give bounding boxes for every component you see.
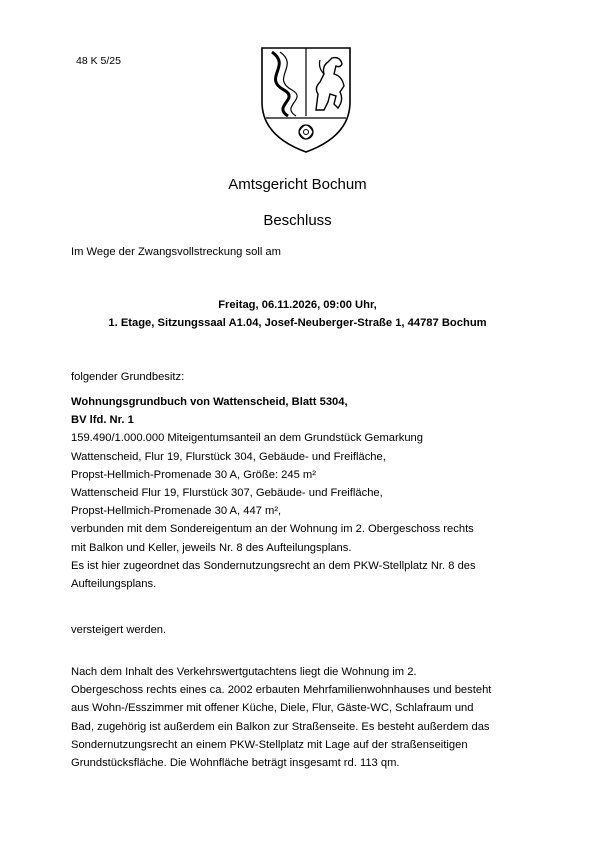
appraisal-line: Obergeschoss rechts eines ca. 2002 erbauten Mehrfamilienwohnhauses und besteht: [71, 684, 492, 697]
property-line: verbunden mit dem Sondereigentum an der Wohnung im 2. Obergeschoss rechts: [71, 523, 474, 536]
intro-text: Im Wege der Zwangsvollstreckung soll am: [71, 246, 281, 258]
property-line: Propst-Hellmich-Promenade 30 A, Größe: 245 m²: [71, 468, 316, 481]
property-line: Propst-Hellmich-Promenade 30 A, 447 m²,: [71, 505, 282, 518]
property-description: [71, 393, 551, 593]
property-line: mit Balkon und Keller, jeweils Nr. 8 des Aufteilungsplans.: [71, 541, 352, 554]
property-line: Es ist hier zugeordnet das Sondernutzungsrecht an dem PKW-Stellplatz Nr. 8 des: [71, 559, 476, 572]
property-line: 159.490/1.000.000 Miteigentumsanteil an dem Grundstück Gemarkung: [71, 432, 423, 445]
appraisal-line: Grundstücksfläche. Die Wohnfläche beträgt insgesamt rd. 113 qm.: [71, 757, 400, 770]
land-register-entry: Wohnungsgrundbuch von Wattenscheid, Blatt 5304,: [71, 396, 348, 408]
appraisal-line: aus Wohn-/Esszimmer mit offener Küche, Diele, Flur, Gäste-WC, Schlafraum und: [71, 702, 474, 715]
inventory-number: BV lfd. Nr. 1: [71, 414, 134, 427]
property-line: Wattenscheid, Flur 19, Flurstück 304, Gebäude- und Freifläche,: [71, 450, 386, 463]
property-intro: folgender Grundbesitz:: [71, 371, 185, 383]
appointment-date-time: Freitag, 06.11.2026, 09:00 Uhr,: [218, 299, 377, 311]
auction-statement: versteigert werden.: [71, 624, 167, 636]
appraisal-line: Bad, zugehörig ist außerdem ein Balkon zur Straßenseite. Es besteht außerdem das: [71, 720, 490, 733]
appraisal-line: Nach dem Inhalt des Verkehrswertgutachtens liegt die Wohnung im 2.: [71, 666, 417, 678]
court-name: Amtsgericht Bochum: [228, 176, 367, 193]
appointment-block: [0, 296, 595, 332]
property-line: Wattenscheid Flur 19, Flurstück 307, Gebäude- und Freifläche,: [71, 487, 383, 500]
document-title: Beschluss: [263, 212, 332, 229]
appraisal-paragraph: [71, 663, 551, 772]
property-line: Aufteilungsplans.: [71, 578, 157, 591]
nrw-coat-of-arms-icon: [258, 44, 354, 156]
appraisal-line: Sondernutzungsrecht an einem PKW-Stellplatz mit Lage auf der straßenseitigen: [71, 738, 468, 751]
appointment-location: 1. Etage, Sitzungssaal A1.04, Josef-Neuberger-Straße 1, 44787 Bochum: [108, 317, 487, 330]
case-number: 48 K 5/25: [76, 55, 121, 67]
